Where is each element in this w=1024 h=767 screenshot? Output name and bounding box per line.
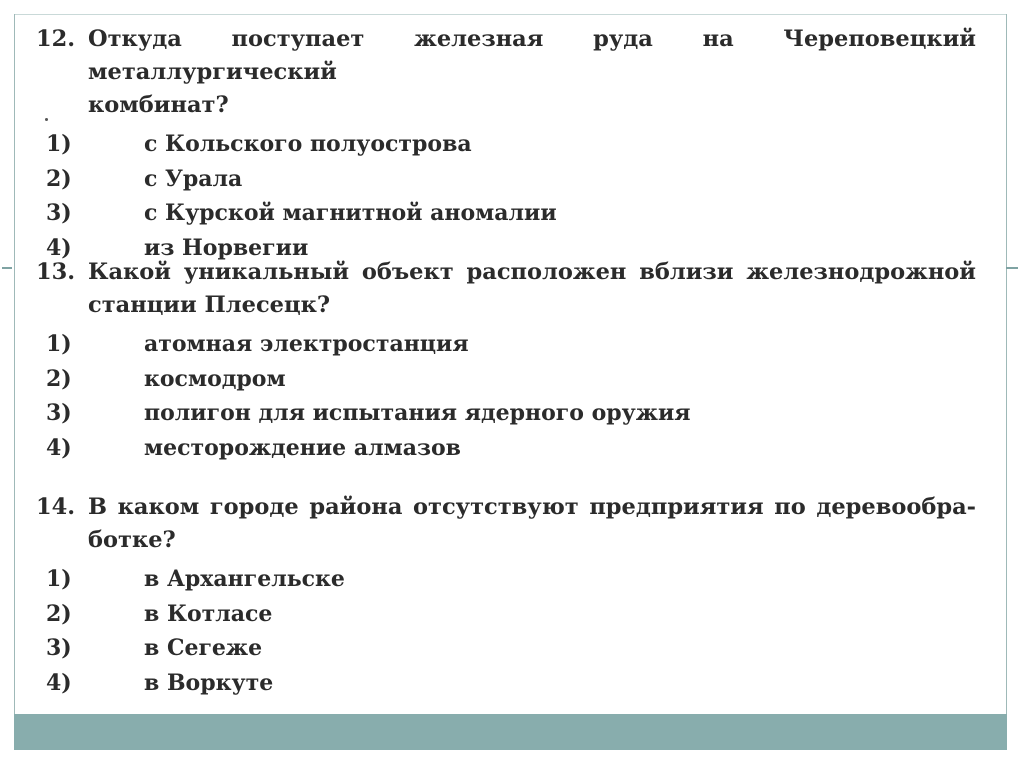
answer-option [46, 562, 976, 597]
option-number: 3) [46, 200, 72, 226]
option-text: в Архангельске [144, 566, 345, 592]
question-text-line1: Откуда поступает железная руда на Череповецкий металлургический [88, 26, 976, 85]
answer-options [36, 127, 976, 265]
question-text-line2: станции Плесецк? [88, 292, 331, 318]
option-text: из Норвегии [144, 234, 309, 261]
question-text-line1: Какой уникальный объект расположен вблизи железнодрожной [88, 259, 976, 285]
option-number: 2) [46, 165, 72, 192]
question-14 [36, 491, 976, 700]
question-text [88, 491, 976, 557]
answer-options [36, 562, 976, 700]
frame-top-border [14, 14, 1007, 15]
option-text: с Курской магнитной аномалии [144, 200, 557, 226]
answer-option [46, 362, 976, 397]
frame-right-border [1006, 14, 1007, 714]
left-edge-mark [2, 267, 12, 269]
option-text: с Урала [144, 165, 243, 192]
question-header [36, 256, 976, 322]
answer-option [46, 666, 976, 701]
question-13 [36, 256, 976, 465]
option-number: 4) [46, 234, 72, 261]
answer-option [46, 631, 976, 666]
option-number: 1) [46, 331, 72, 357]
question-text-line1: В каком городе района отсутствуют предприятия по деревообра- [88, 494, 976, 520]
question-12 [36, 23, 976, 265]
answer-option [46, 327, 976, 362]
answer-option [46, 196, 976, 231]
option-number: 3) [46, 635, 72, 661]
option-number: 2) [46, 600, 72, 627]
answer-option [46, 127, 976, 162]
question-text-line2: комбинат? [88, 92, 229, 118]
option-number: 4) [46, 669, 72, 696]
question-header [36, 491, 976, 557]
option-text: космодром [144, 365, 286, 392]
frame-left-border [14, 14, 15, 714]
answer-option [46, 396, 976, 431]
option-text: в Сегеже [144, 635, 263, 661]
option-text: в Котласе [144, 600, 273, 627]
question-number: 14. [36, 494, 76, 520]
option-number: 1) [46, 566, 72, 592]
answer-option [46, 162, 976, 197]
option-text: атомная электростанция [144, 331, 469, 357]
answer-option [46, 597, 976, 632]
answer-option [46, 431, 976, 466]
option-number: 4) [46, 434, 72, 461]
option-number: 1) [46, 131, 72, 157]
answer-options [36, 327, 976, 465]
question-number: 12. [36, 26, 76, 52]
bottom-bar [14, 714, 1007, 750]
question-text-line2: ботке? [88, 527, 176, 553]
option-text: в Воркуте [144, 669, 274, 696]
question-number: 13. [36, 259, 76, 285]
option-number: 2) [46, 365, 72, 392]
question-header [36, 23, 976, 122]
question-text [88, 23, 976, 122]
option-number: 3) [46, 400, 72, 426]
question-text [88, 256, 976, 322]
right-edge-mark [1006, 267, 1018, 269]
option-text: полигон для испытания ядерного оружия [144, 400, 691, 426]
option-text: с Кольского полуострова [144, 131, 472, 157]
option-text: месторождение алмазов [144, 434, 461, 461]
